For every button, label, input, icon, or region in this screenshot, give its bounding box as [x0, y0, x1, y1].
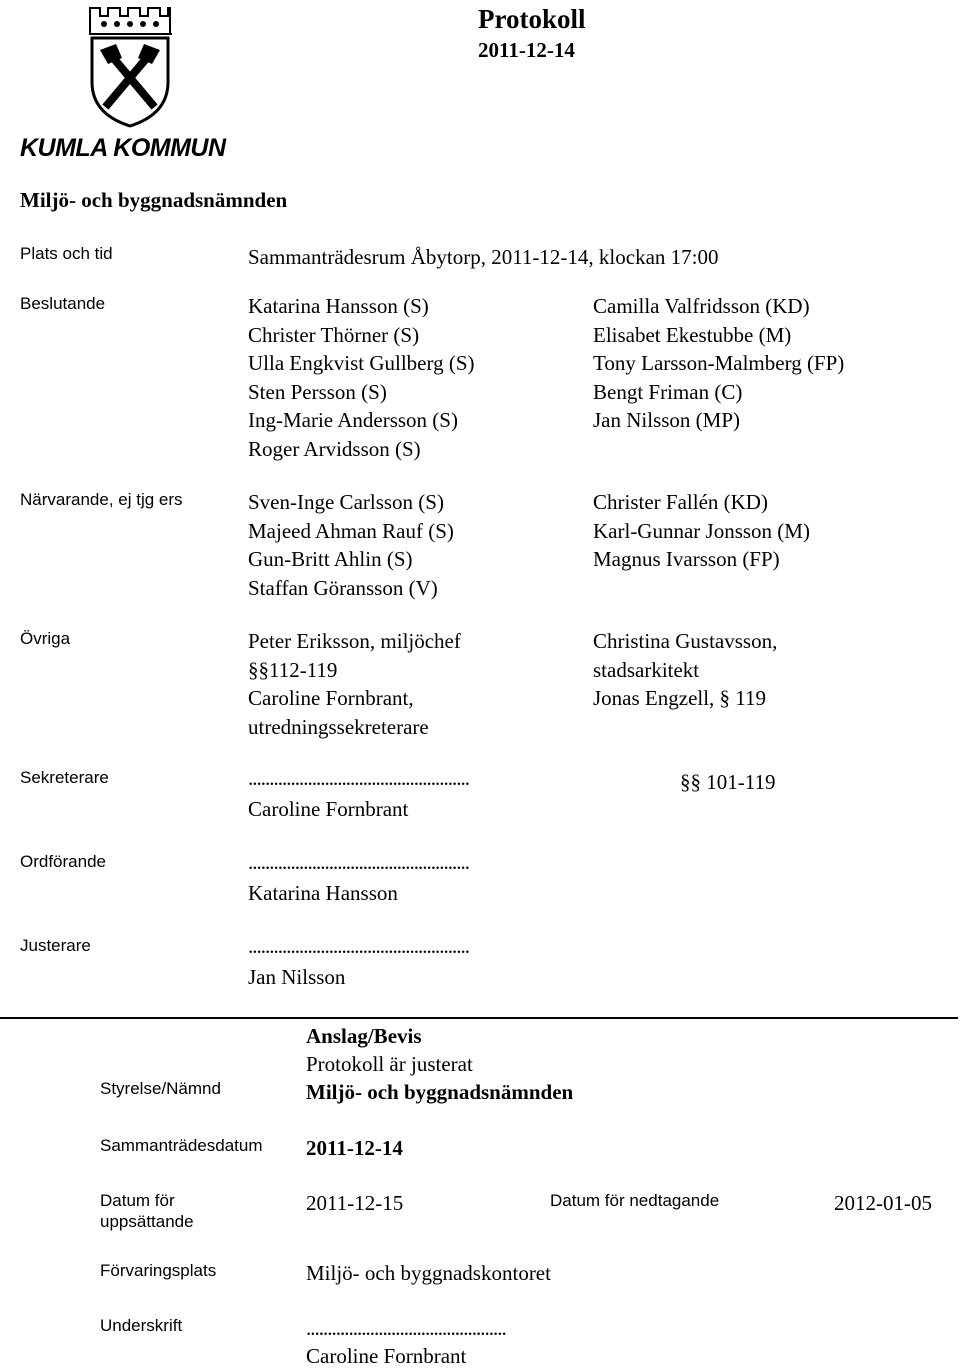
sekreterare-signature-line: .................................................... [248, 766, 469, 790]
anslag-subtitle: Protokoll är justerat [306, 1052, 473, 1076]
narvarande-left-list [248, 488, 454, 602]
ovriga-label: Övriga [20, 629, 71, 648]
list-item: utredningssekreterare [248, 714, 429, 739]
document-date: 2011-12-14 [478, 38, 575, 62]
list-item: Roger Arvidsson (S) [248, 436, 421, 461]
list-item: Elisabet Ekestubbe (M) [593, 322, 792, 347]
place-label: Plats och tid [20, 244, 113, 263]
ordforande-name: Katarina Hansson [248, 881, 398, 905]
list-item: Peter Eriksson, miljöchef [248, 629, 461, 653]
uppsattande-label-line1: Datum för [100, 1191, 175, 1210]
ordforande-label: Ordförande [20, 852, 106, 871]
ovriga-left-list [248, 627, 461, 741]
sekreterare-label: Sekreterare [20, 768, 109, 787]
coat-of-arms-logo [80, 4, 180, 128]
narvarande-right-list [593, 488, 810, 574]
justerare-label: Justerare [20, 936, 91, 955]
list-item: Karl-Gunnar Jonsson (M) [593, 518, 810, 543]
underskrift-name: Caroline Fornbrant [306, 1344, 467, 1368]
styrelse-label: Styrelse/Nämnd [100, 1079, 221, 1098]
list-item: Jonas Engzell, § 119 [593, 686, 767, 710]
sammantradesdatum-value: 2011-12-14 [306, 1136, 403, 1160]
committee-title: Miljö- och byggnadsnämnden [20, 188, 288, 212]
document-title: Protokoll [478, 4, 586, 34]
forvaringsplats-value: Miljö- och byggnadskontoret [306, 1261, 551, 1285]
logo-wordmark: KUMLA KOMMUN [20, 134, 226, 162]
list-item: §§112-119 [248, 657, 338, 682]
styrelse-value: Miljö- och byggnadsnämnden [306, 1080, 574, 1104]
list-item: Ulla Engkvist Gullberg (S) [248, 351, 475, 375]
sammantradesdatum-label: Sammanträdesdatum [100, 1136, 263, 1155]
list-item: Christer Thörner (S) [248, 322, 420, 347]
list-item: Caroline Fornbrant, [248, 686, 414, 710]
forvaringsplats-label: Förvaringsplats [100, 1261, 217, 1280]
justerare-name: Jan Nilsson [248, 965, 346, 989]
list-item: Christer Fallén (KD) [593, 490, 768, 514]
list-item: Sten Persson (S) [248, 379, 387, 404]
underskrift-signature-line: ............................................... [306, 1316, 506, 1340]
sekreterare-name: Caroline Fornbrant [248, 797, 409, 821]
list-item: Staffan Göransson (V) [248, 575, 438, 600]
list-item: Christina Gustavsson, [593, 629, 778, 653]
list-item: stadsarkitekt [593, 657, 700, 682]
narvarande-label: Närvarande, ej tjg ers [20, 490, 183, 509]
list-item: Gun-Britt Ahlin (S) [248, 547, 413, 571]
beslutande-label: Beslutande [20, 294, 106, 313]
place-value: Sammanträdesrum Åbytorp, 2011-12-14, klockan 17:00 [248, 245, 719, 269]
ordforande-signature-line: .................................................... [248, 850, 469, 874]
beslutande-right-list [593, 292, 844, 435]
uppsattande-value: 2011-12-15 [306, 1191, 404, 1215]
list-item: Sven-Inge Carlsson (S) [248, 490, 444, 514]
list-item: Jan Nilsson (MP) [593, 408, 741, 432]
list-item: Katarina Hansson (S) [248, 294, 429, 318]
list-item: Camilla Valfridsson (KD) [593, 294, 810, 318]
anslag-title: Anslag/Bevis [306, 1024, 422, 1048]
list-item: Bengt Friman (C) [593, 379, 743, 404]
beslutande-left-list [248, 292, 475, 463]
uppsattande-label-line2: uppsättande [100, 1212, 194, 1231]
sekreterare-paragraphs: §§ 101-119 [680, 770, 776, 794]
list-item: Magnus Ivarsson (FP) [593, 547, 780, 571]
list-item: Tony Larsson-Malmberg (FP) [593, 351, 845, 375]
nedtagande-value: 2012-01-05 [834, 1191, 932, 1215]
underskrift-label: Underskrift [100, 1316, 183, 1335]
list-item: Majeed Ahman Rauf (S) [248, 518, 454, 543]
ovriga-right-list [593, 627, 777, 713]
list-item: Ing-Marie Andersson (S) [248, 408, 458, 432]
justerare-signature-line: .................................................... [248, 934, 469, 958]
nedtagande-label: Datum för nedtagande [550, 1191, 720, 1210]
section-divider [0, 1017, 958, 1019]
